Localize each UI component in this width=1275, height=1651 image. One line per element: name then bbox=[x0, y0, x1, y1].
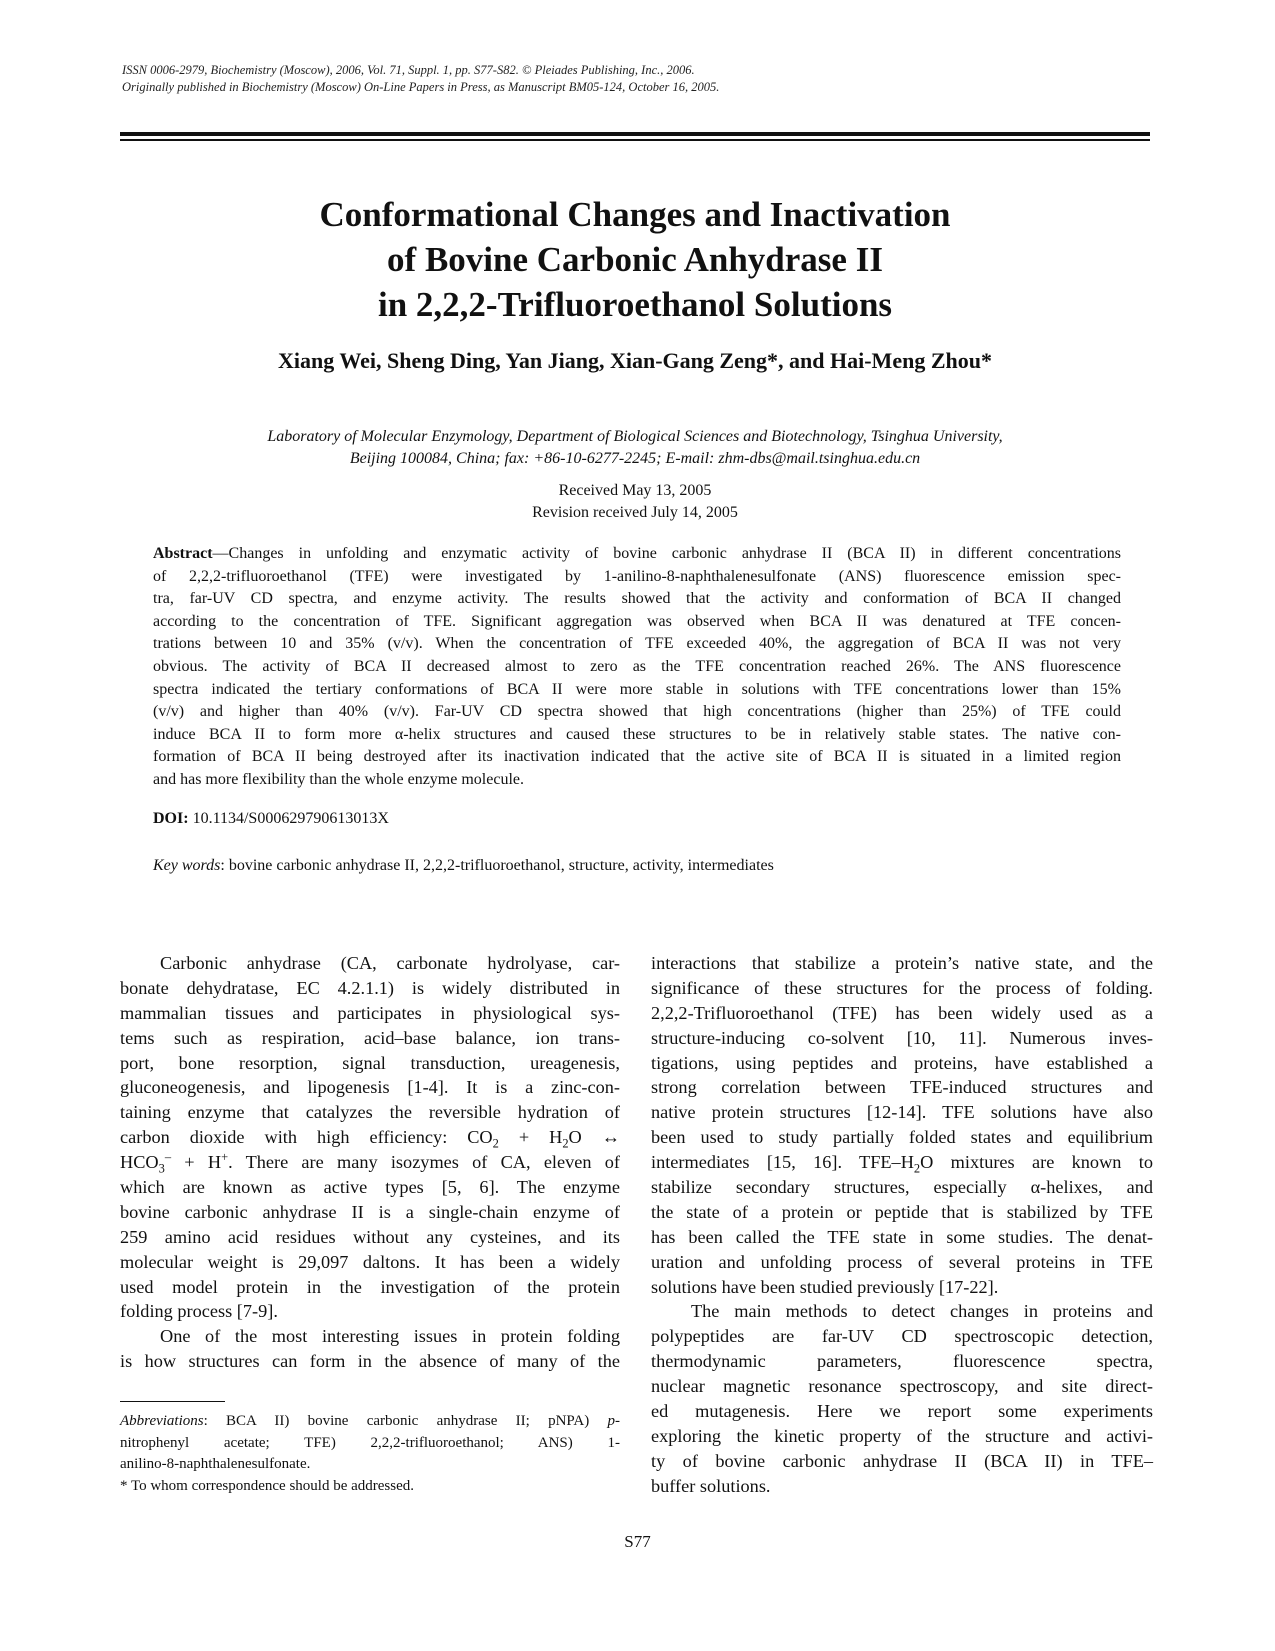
body-line: native protein structures [12-14]. TFE solutions have also bbox=[651, 1102, 1153, 1123]
body-line: thermodynamic parameters, fluorescence spectra, bbox=[651, 1351, 1153, 1372]
body-line: port, bone resorption, signal transduction, ureagenesis, bbox=[120, 1052, 620, 1073]
abstract-line: Abstract—Changes in unfolding and enzymatic activity of bovine carbonic anhydrase II (BCA II) in different concentrations bbox=[153, 545, 1121, 562]
paper-title bbox=[120, 192, 1150, 327]
body-line: The main methods to detect changes in proteins and bbox=[691, 1301, 1153, 1322]
body-line: structure-inducing co-solvent [10, 11]. Numerous inves- bbox=[651, 1027, 1153, 1048]
header-line-1: ISSN 0006-2979, Biochemistry (Moscow), 2006, Vol. 71, Suppl. 1, pp. S77-S82. © Pleiades Publishing, Inc., 2006. bbox=[122, 63, 695, 77]
body-line: solutions have been studied previously [17-22]. bbox=[651, 1276, 999, 1297]
body-line: tems such as respiration, acid–base balance, ion trans- bbox=[120, 1027, 620, 1048]
keywords-value: : bovine carbonic anhydrase II, 2,2,2-trifluoroethanol, structure, activity, intermediates bbox=[220, 857, 774, 874]
header-line-2: Originally published in Biochemistry (Moscow) On-Line Papers in Press, as Manuscript BM05-124, October 16, 2005. bbox=[122, 80, 720, 94]
body-line: molecular weight is 29,097 daltons. It has been a widely bbox=[120, 1251, 620, 1272]
body-line: bonate dehydratase, EC 4.2.1.1) is widely distributed in bbox=[120, 977, 620, 998]
page-number: S77 bbox=[624, 1532, 651, 1551]
footnote-line: nitrophenyl acetate; TFE) 2,2,2-trifluoroethanol; ANS) 1- bbox=[120, 1434, 620, 1451]
body-line: used model protein in the investigation of the protein bbox=[120, 1276, 620, 1297]
body-line: stabilize secondary structures, especially α-helixes, and bbox=[651, 1177, 1153, 1198]
affiliation-line-1: Laboratory of Molecular Enzymology, Department of Biological Sciences and Biotechnology, Tsinghua University, bbox=[267, 428, 1003, 445]
body-line: exploring the kinetic property of the structure and activi- bbox=[651, 1425, 1153, 1446]
body-line: polypeptides are far-UV CD spectroscopic detection, bbox=[651, 1326, 1153, 1347]
body-line: nuclear magnetic resonance spectroscopy, and site direct- bbox=[651, 1376, 1153, 1397]
body-line: Carbonic anhydrase (CA, carbonate hydrolyase, car- bbox=[160, 953, 620, 973]
body-line: buffer solutions. bbox=[651, 1475, 771, 1496]
right-column bbox=[651, 951, 1153, 1499]
body-line: which are known as active types [5, 6]. The enzyme bbox=[120, 1177, 620, 1198]
received-date: Received May 13, 2005 bbox=[558, 482, 712, 499]
body-line: taining enzyme that catalyzes the reversible hydration of bbox=[120, 1102, 620, 1123]
body-line: 259 amino acid residues without any cysteines, and its bbox=[120, 1226, 620, 1247]
doi-value[interactable]: 10.1134/S000629790613013X bbox=[192, 810, 389, 827]
body-line: ed mutagenesis. Here we report some experiments bbox=[651, 1401, 1153, 1422]
body-line: interactions that stabilize a protein’s native state, and the bbox=[651, 953, 1153, 973]
dates bbox=[120, 480, 1150, 524]
abstract-line: formation of BCA II being destroyed after its inactivation indicated that the active site of BCA II is situated in a limited region bbox=[153, 748, 1121, 766]
footnotes bbox=[120, 1411, 620, 1497]
footnote-line: anilino-8-naphthalenesulfonate. bbox=[120, 1456, 311, 1472]
abstract-line: of 2,2,2-trifluoroethanol (TFE) were investigated by 1-anilino-8-naphthalenesulfonate (ANS) fluorescence emission spec- bbox=[153, 567, 1121, 585]
title-line-3: in 2,2,2-Trifluoroethanol Solutions bbox=[377, 285, 893, 324]
doi-label: DOI: bbox=[153, 810, 189, 827]
equation-line: $HCO_3^- + H^+$. There are many isozymes of CA, eleven of bbox=[120, 1150, 620, 1176]
header-rule-thin bbox=[120, 139, 1150, 141]
abstract-line: trations between 10 and 35% (v/v). When the concentration of TFE exceeded 40%, the aggregation of BCA II was not very bbox=[153, 635, 1121, 653]
footnote-rule bbox=[120, 1401, 225, 1402]
abstract bbox=[153, 543, 1121, 792]
affiliation-line-2: Beijing 100084, China; fax: +86-10-6277-2245; E-mail: zhm-dbs@mail.tsinghua.edu.cn bbox=[349, 450, 921, 467]
body-line: 2,2,2-Trifluoroethanol (TFE) has been widely used as a bbox=[651, 1002, 1153, 1023]
abstract-line: (v/v) and higher than 40% (v/v). Far-UV CD spectra showed that high concentrations (higher than 25%) of TFE could bbox=[153, 703, 1121, 721]
abstract-line: spectra indicated the tertiary conformations of BCA II were more stable in solutions with TFE concentrations lower than 15% bbox=[153, 680, 1121, 698]
abstract-line: obvious. The activity of BCA II decreased almost to zero as the TFE concentration reached 26%. The ANS fluorescence bbox=[153, 657, 1121, 675]
journal-header bbox=[122, 62, 1122, 96]
left-column bbox=[120, 951, 620, 1374]
abstract-label: Abstract bbox=[153, 545, 213, 562]
title-line-1: Conformational Changes and Inactivation bbox=[319, 195, 951, 234]
body-line: ty of bovine carbonic anhydrase II (BCA II) in TFE– bbox=[651, 1450, 1153, 1471]
body-line: One of the most interesting issues in protein folding bbox=[160, 1326, 620, 1347]
header-rule-thick bbox=[120, 132, 1150, 136]
abstract-line: induce BCA II to form more α-helix structures and caused these structures to be in relatively stable states. The native con- bbox=[153, 725, 1121, 743]
body-line: strong correlation between TFE-induced structures and bbox=[651, 1077, 1153, 1098]
footnote-line: Abbreviations: BCA II) bovine carbonic anhydrase II; pNPA) p- bbox=[120, 1413, 620, 1429]
body-line: bovine carbonic anhydrase II is a single-chain enzyme of bbox=[120, 1201, 620, 1222]
body-line: intermediates [15, 16]. TFE–$H_2O$ mixtures are known to bbox=[651, 1152, 1153, 1176]
keywords bbox=[153, 857, 774, 875]
body-line: is how structures can form in the absence of many of the bbox=[120, 1351, 620, 1372]
abstract-line: tra, far-UV CD spectra, and enzyme activity. The results showed that the activity and conformation of BCA II changed bbox=[153, 590, 1121, 608]
keywords-label: Key words bbox=[153, 857, 221, 874]
abstract-line: and has more flexibility than the whole enzyme molecule. bbox=[153, 770, 524, 788]
author-list: Xiang Wei, Sheng Ding, Yan Jiang, Xian-Gang Zeng*, and Hai-Meng Zhou* bbox=[278, 348, 992, 373]
body-line: the state of a protein or peptide that is stabilized by TFE bbox=[651, 1201, 1153, 1222]
body-line: significance of these structures for the process of folding. bbox=[651, 977, 1153, 998]
title-line-2: of Bovine Carbonic Anhydrase II bbox=[387, 240, 883, 279]
abstract-line: according to the concentration of TFE. Significant aggregation was observed when BCA II was denatured at TFE concen- bbox=[153, 612, 1121, 630]
body-line: folding process [7-9]. bbox=[120, 1301, 278, 1322]
equation-line: carbon dioxide with high efficiency: $CO_2 + H_2O$ ↔ bbox=[120, 1127, 620, 1151]
correspondence-note: * To whom correspondence should be addressed. bbox=[120, 1477, 415, 1494]
affiliation bbox=[120, 426, 1150, 470]
doi bbox=[153, 810, 389, 828]
body-line: mammalian tissues and participates in physiological sys- bbox=[120, 1002, 620, 1023]
body-line: gluconeogenesis, and lipogenesis [1-4]. It is a zinc-con- bbox=[120, 1077, 620, 1098]
body-line: has been called the TFE state in some studies. The denat- bbox=[651, 1226, 1153, 1247]
body-line: uration and unfolding process of several proteins in TFE bbox=[651, 1251, 1153, 1272]
body-line: tigations, using peptides and proteins, have established a bbox=[651, 1052, 1153, 1073]
body-line: been used to study partially folded states and equilibrium bbox=[651, 1127, 1153, 1148]
revised-date: Revision received July 14, 2005 bbox=[532, 504, 738, 521]
